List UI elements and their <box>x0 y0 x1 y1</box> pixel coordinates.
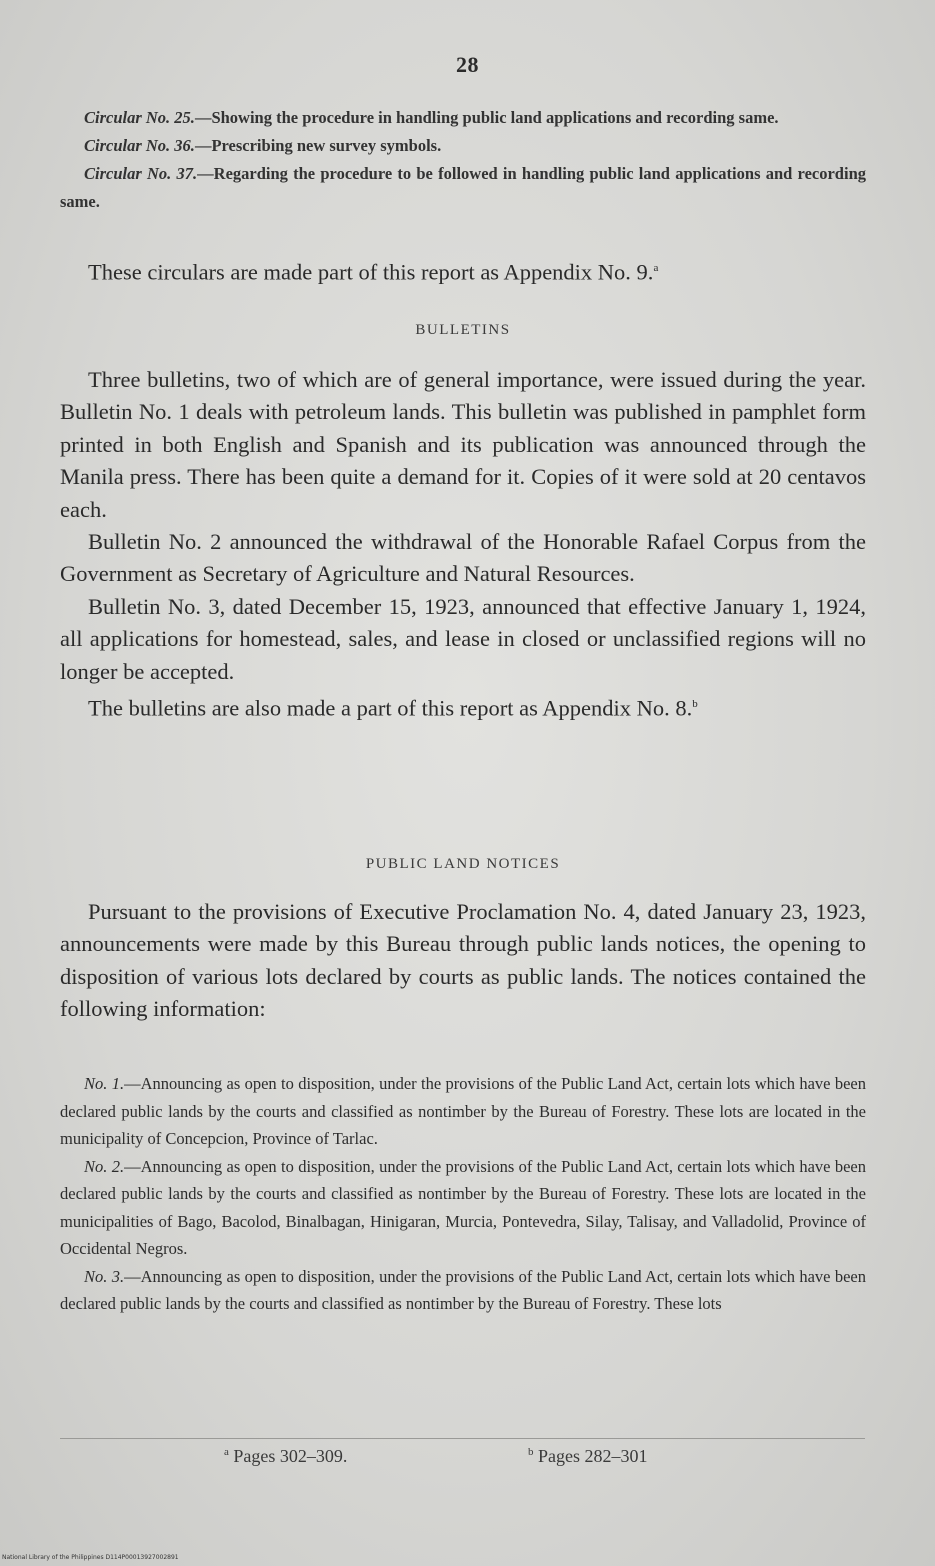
notice-item-1 <box>60 1070 866 1153</box>
bulletins-paragraph-2: Bulletin No. 2 announced the withdrawal of the Honorable Rafael Corpus from the Government as Secretary of Agriculture and Natural Resources. <box>60 529 866 587</box>
footnote-b <box>528 1446 648 1467</box>
footnote-divider <box>60 1438 865 1439</box>
circular-label: Circular No. 36. <box>84 136 195 155</box>
notice-label: No. 3. <box>84 1266 125 1286</box>
footnote-text: Pages 302–309. <box>233 1446 348 1466</box>
notices-intro-text: Pursuant to the provisions of Executive Proclamation No. 4, dated January 23, 1923, announcements were made by this Bureau through public lands notices, the opening to disposition of various lots declared by courts as public lands. The notices contained the following information: <box>60 899 866 1022</box>
notices-list <box>60 1070 866 1318</box>
circular-25 <box>60 104 866 132</box>
circular-label: Circular No. 25. <box>84 108 195 127</box>
circular-label: Circular No. 37. <box>84 164 198 183</box>
notice-label: No. 2. <box>84 1156 125 1176</box>
circular-37 <box>60 160 866 216</box>
footnote-text: Pages 282–301 <box>538 1446 648 1466</box>
notice-label: No. 1. <box>84 1074 125 1093</box>
circular-text: —Prescribing new survey symbols. <box>194 136 442 155</box>
notice-text: —Announcing as open to disposition, under the provisions of the Public Land Act, certain lots which have been declared public lands by the courts and classified as nontimber by the Bureau of Forestry. These lots are located in the municipalities of Bago, Bacolod, Binalbagan, Hinigaran, Murcia, Pontevedra, Silay, Talisay, and Valladolid, Province of Occidental Negros. <box>60 1156 866 1258</box>
bulletins-paragraph-1: Three bulletins, two of which are of general importance, were issued during the year. Bulletin No. 1 deals with petroleum lands. This bulletin was published in pamphlet form printed in both English and Spanish and its publication was announced through the Manila press. There has been quite a demand for it. Copies of it were sold at 20 centavos each. <box>60 367 866 522</box>
bulletins-section <box>60 364 866 725</box>
notice-text: —Announcing as open to disposition, under the provisions of the Public Land Act, certain lots which have been declared public lands by the courts and classified as nontimber by the Bureau of Forestry. These lots <box>60 1266 866 1313</box>
circulars-note-text: These circulars are made part of this report as Appendix No. 9. <box>88 259 654 285</box>
footnote-a <box>224 1446 347 1467</box>
footnote-marker: a <box>224 1446 229 1458</box>
footnote-marker: b <box>528 1446 534 1458</box>
circular-text: —Regarding the procedure to be followed in handling public land applications and recording same. <box>60 164 866 211</box>
circulars-note <box>60 252 866 289</box>
bulletins-paragraph-4 <box>60 688 866 725</box>
notice-text: —Announcing as open to disposition, under the provisions of the Public Land Act, certain lots which have been declared public lands by the courts and classified as nontimber by the Bureau of Forestry. These lots are located in the municipality of Concepcion, Province of Tarlac. <box>60 1074 866 1148</box>
notices-heading: PUBLIC LAND NOTICES <box>365 856 561 872</box>
notice-item-2 <box>60 1153 866 1263</box>
notice-item-3 <box>60 1263 866 1318</box>
bulletins-paragraph-4-text: The bulletins are also made a part of this report as Appendix No. 8. <box>88 695 693 721</box>
circulars-list <box>60 104 866 216</box>
bulletins-heading: BULLETINS <box>415 322 511 338</box>
circular-36 <box>60 132 866 160</box>
footnote-marker-a: a <box>653 262 659 274</box>
page-number: 28 <box>456 52 479 77</box>
bulletins-paragraph-3: Bulletin No. 3, dated December 15, 1923, announced that effective January 1, 1924, all applications for homestead, sales, and lease in closed or unclassified regions will no longer be accepted. <box>60 593 866 684</box>
scan-caption: National Library of the Philippines D114P00013927002891 <box>2 1554 179 1561</box>
footnote-marker-b: b <box>692 698 698 711</box>
notices-intro <box>60 896 866 1026</box>
circular-text: —Showing the procedure in handling public land applications and recording same. <box>194 108 779 127</box>
